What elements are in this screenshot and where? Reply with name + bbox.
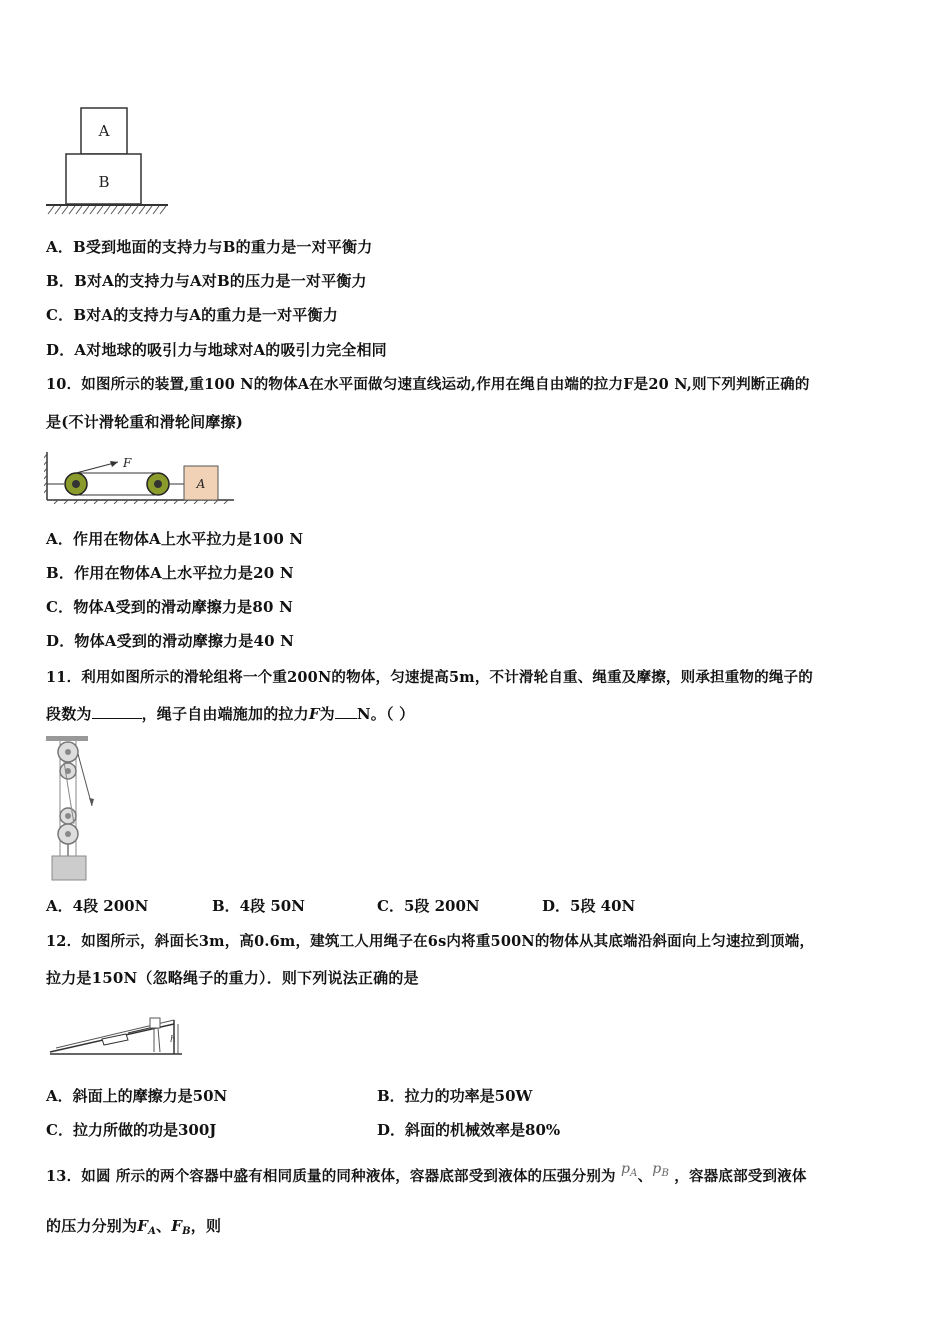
q13-stem-line1	[46, 1161, 807, 1187]
q10-option-b: B．作用在物体A上水平拉力是20 N	[46, 564, 294, 582]
q13-text-a: 13．如圆 所示的两个容器中盛有相同质量的同种液体，容器底部受到液体的压强分别为	[46, 1168, 616, 1185]
q12-stem-line1: 12．如图所示，斜面长3m，高0.6m，建筑工人用绳子在6s内将重500N的物体从其底端沿斜面向上匀速拉到顶端，	[46, 933, 815, 950]
q10-option-d: D．物体A受到的滑动摩擦力是40 N	[46, 632, 295, 650]
q9-option-c: C．B对A的支持力与A的重力是一对平衡力	[46, 306, 338, 324]
q9-option-b: B．B对A的支持力与A对B的压力是一对平衡力	[46, 272, 367, 290]
q11-blank-force[interactable]	[335, 704, 357, 719]
q12-option-c: C．拉力所做的功是300J	[46, 1121, 217, 1139]
q11-option-a: A．4段 200N	[46, 897, 149, 915]
q11-text-b: ，绳子自由端施加的拉力	[141, 705, 309, 723]
q12-option-b: B．拉力的功率是50W	[377, 1087, 533, 1105]
pulley-block-figure	[42, 736, 98, 882]
incline-figure	[46, 1004, 186, 1058]
q11-text-a: 段数为	[46, 705, 92, 723]
q10-stem-line1: 10．如图所示的装置,重100 N的物体A在水平面做匀速直线运动,作用在绳自由端的拉力F是20 N,则下列判断正确的	[46, 376, 810, 393]
q13-stem-line2	[46, 1215, 221, 1237]
q9-option-a: A．B受到地面的支持力与B的重力是一对平衡力	[46, 238, 373, 256]
q13-force-b: $F_B$	[171, 1217, 191, 1237]
q11-stem-line1: 11．利用如图所示的滑轮组将一个重200N的物体，匀速提高5m，不计滑轮自重、绳重及摩擦，则承担重物的绳子的	[46, 669, 813, 686]
object-a-label: A	[196, 477, 206, 491]
blocks-figure	[44, 106, 170, 218]
q11-option-c: C．5段 200N	[377, 897, 480, 915]
q9-option-d: D．A对地球的吸引力与地球对A的吸引力完全相同	[46, 341, 387, 359]
q13-text-b: ，容器底部受到液体	[674, 1168, 807, 1185]
q11-blank-segments[interactable]	[92, 704, 142, 719]
pulley-horizontal-figure	[44, 448, 236, 504]
q11-text-d: N。（ ）	[356, 705, 415, 723]
q11-option-b: B．4段 50N	[212, 897, 305, 915]
q13-pressure-a: $p_A$	[620, 1161, 638, 1179]
svg-text:h: h	[170, 1035, 176, 1045]
block-a-label: A	[98, 122, 110, 140]
q12-stem-line2: 拉力是150N（忽略绳子的重力）．则下列说法正确的是	[46, 969, 419, 987]
q13-text-c: 的压力分别为	[46, 1217, 138, 1235]
force-f-label: F	[123, 456, 132, 470]
q12-option-a: A．斜面上的摩擦力是50N	[46, 1087, 228, 1105]
q10-option-c: C．物体A受到的滑动摩擦力是80 N	[46, 598, 293, 616]
q12-option-d: D．斜面的机械效率是80%	[377, 1121, 561, 1139]
q11-text-c: 为	[319, 705, 335, 723]
q11-stem-line2	[46, 703, 414, 724]
block-b-label: B	[98, 173, 110, 191]
q13-separator-2: 、	[156, 1217, 172, 1235]
q10-stem-line2: 是(不计滑轮重和滑轮间摩擦)	[46, 413, 243, 431]
q13-text-d: ，则	[190, 1217, 222, 1235]
q11-force-symbol: F	[308, 705, 320, 723]
q13-separator: 、	[637, 1168, 653, 1185]
q13-pressure-b: $p_B$	[652, 1161, 670, 1179]
q13-force-a: $F_A$	[137, 1217, 157, 1237]
q10-option-a: A．作用在物体A上水平拉力是100 N	[46, 530, 304, 548]
q11-option-d: D．5段 40N	[542, 897, 636, 915]
